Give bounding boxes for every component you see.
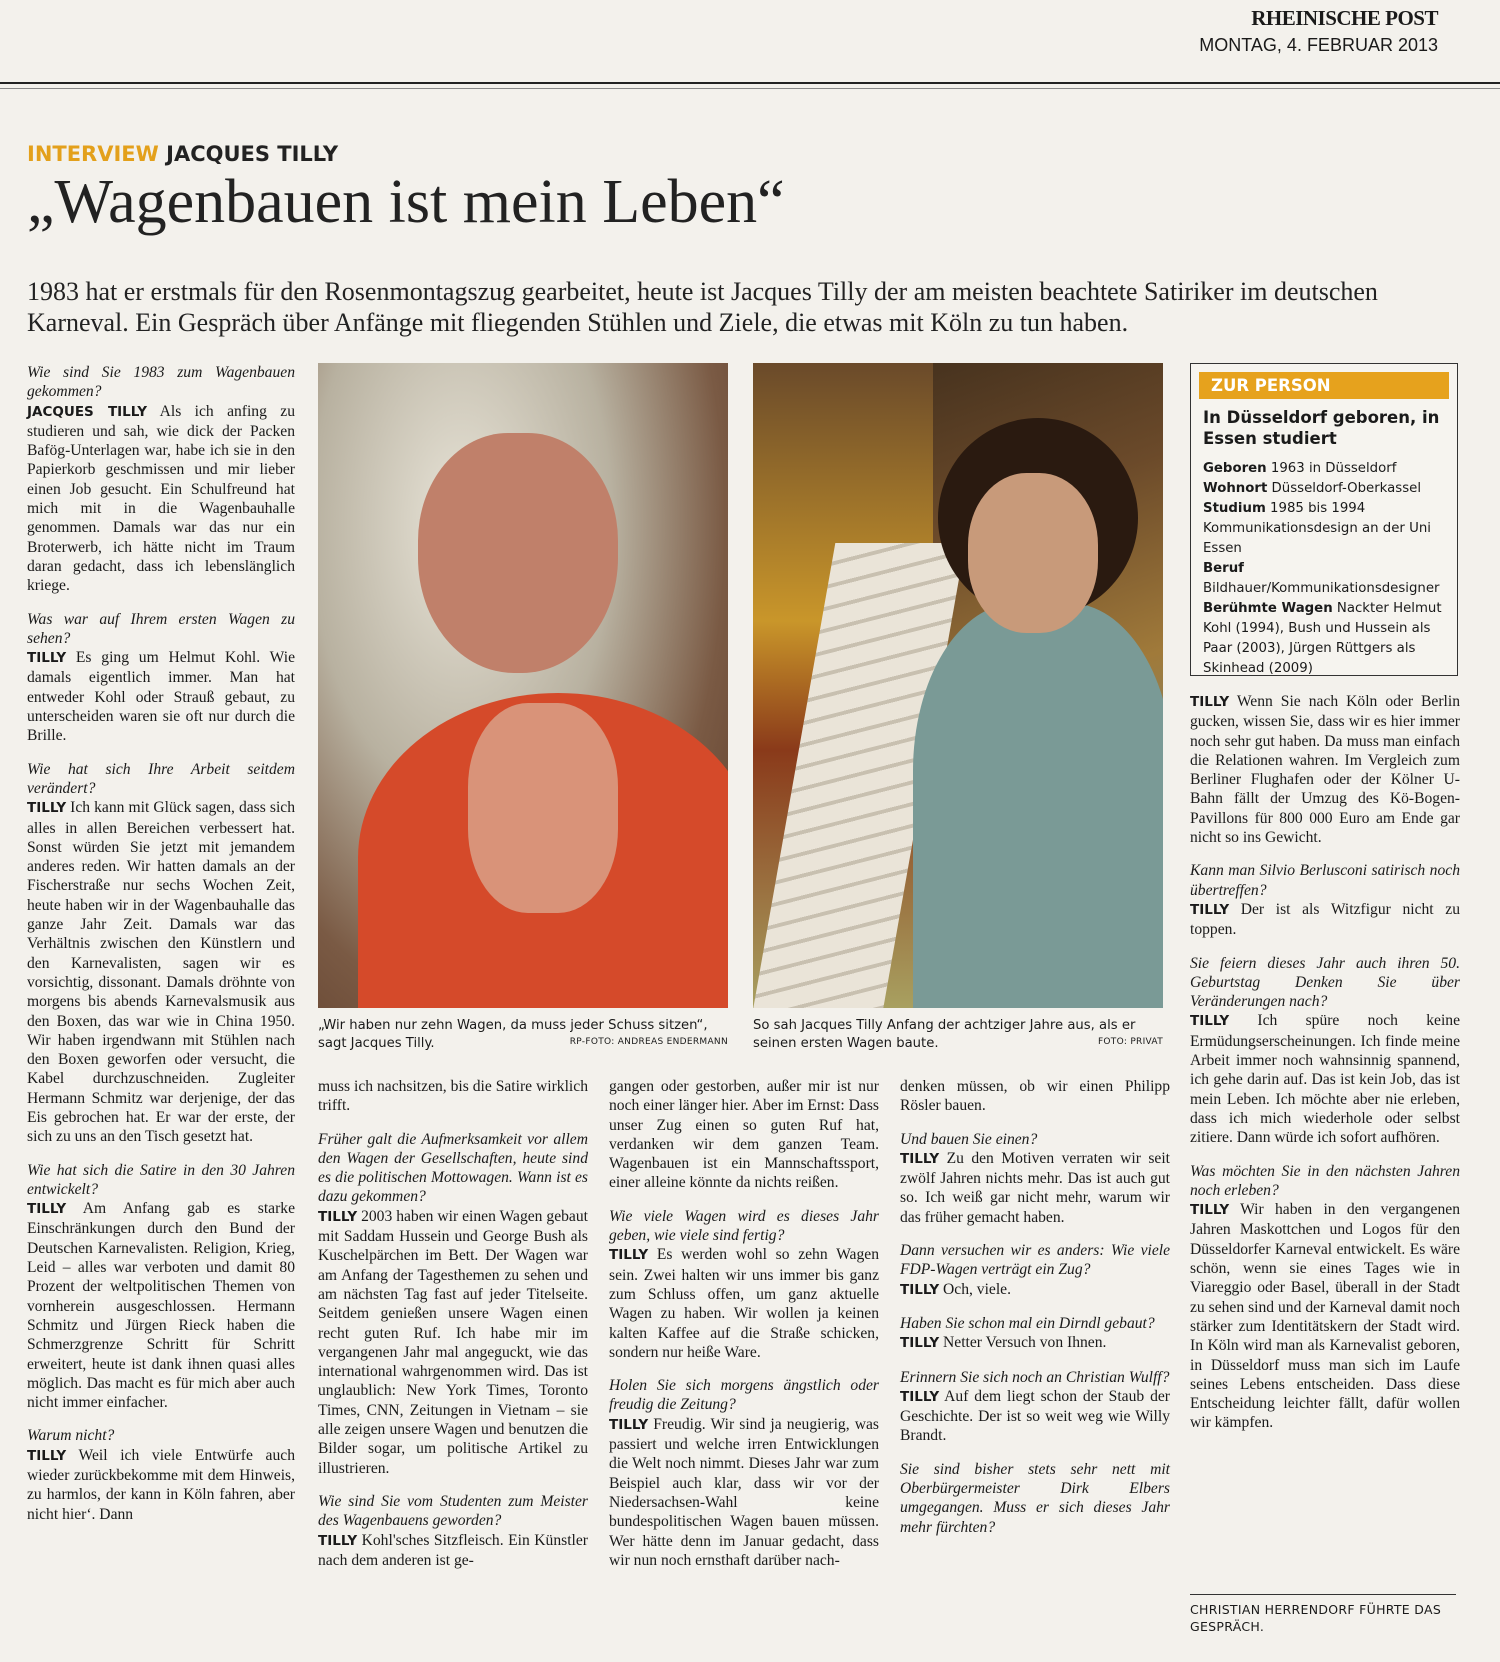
answer-text: Och, viele.: [943, 1280, 1011, 1298]
speaker-label: JACQUES TILLY: [27, 403, 148, 420]
profile-row: [1203, 559, 1445, 599]
answer-text: Weil ich viele Entwürfe auch wieder zurückbekomme mit dem Hinweis, zu harmlos, der kann in Köln fahren, aber nicht hier‘. Dann: [27, 1446, 295, 1523]
interview-question: Erinnern Sie sich noch an Christian Wulff?: [900, 1368, 1170, 1386]
caption-text: So sah Jacques Tilly Anfang der achtziger Jahre aus, als er seinen ersten Wagen baute.: [753, 1018, 1136, 1051]
answer-text: Als ich anfing zu studieren und sah, wie dick der Packen Bafög-Unterlagen war, habe ich sie in den Papierkorb geschmissen und mir lieber einen Job gesucht. Ein Schulfreund hat mich mit in die Wagenbauhalle genommen. Damals war das nur ein Broterwerb, ich hätte nicht im Traum daran gedacht, dass ich lebenslänglich kriege.: [27, 402, 296, 595]
column-3: [609, 1077, 879, 1570]
photo-credit: FOTO: PRIVAT: [1097, 1037, 1163, 1047]
interview-answer: [27, 1199, 295, 1412]
profile-row: [1203, 599, 1445, 679]
interview-question: Warum nicht?: [27, 1427, 115, 1445]
answer-text: gangen oder gestorben, außer mir ist nur noch einer länger hier. Aber im Ernst: Dass unser Zug einen so guten Ruf hat, verdanken wir dem ganzen Team. Wagenbauen ist ein Mannschaftssport, einer alleine könnte da nichts reißen.: [609, 1078, 879, 1192]
speaker-label: TILLY: [900, 1388, 940, 1405]
interview-answer: [609, 1245, 879, 1362]
answer-text: Ich spüre noch keine Ermüdungserscheinungen. Ich finde meine Arbeit immer noch wahnsinnig spannend, ich gehe darin auf. Das ist kein Job, das ist mein Leben. Ich möchte aber nie erleben, dass ich mich wiederhole oder selbst zitiere. Dann würde ich sofort aufhören.: [1190, 1012, 1460, 1147]
photo-caption-1: [318, 1017, 728, 1053]
interview-question: Sie sind bisher stets sehr nett mit Oberbürgermeister Dirk Elbers umgegangen. Muss er sich dieses Jahr mehr fürchten?: [900, 1460, 1170, 1536]
lead-paragraph: 1983 hat er erstmals für den Rosenmontagszug gearbeitet, heute ist Jacques Tilly der am meisten beachtete Satiriker im deutschen Karneval. Ein Gespräch über Anfänge mit fliegenden Stühlen und Ziele, die etwas mit Köln zu tun haben.: [27, 277, 1378, 338]
interview-answer: [318, 1207, 588, 1478]
interview-question: Wie hat sich Ihre Arbeit seitdem verändert?: [27, 760, 295, 797]
interview-answer: [900, 1387, 1170, 1446]
headline: „Wagenbauen ist mein Leben“: [27, 168, 785, 236]
interview-answer: [1190, 900, 1460, 940]
interview-answer: [318, 1077, 588, 1116]
profile-box-headline: In Düsseldorf geboren, in Essen studiert: [1203, 408, 1440, 448]
interview-question: Wie viele Wagen wird es dieses Jahr geben, wie viele sind fertig?: [609, 1207, 879, 1245]
masthead: [1199, 6, 1438, 56]
answer-text: 2003 haben wir einen Wagen gebaut mit Saddam Hussein und George Bush als Kuschelpärchen im Bett. Der Wagen war am Anfang der Tagesthemen zu sehen und am nächsten Tag fast auf jeder Titelseite. Seitdem genießen unsere Wagen einen recht guten Ruf. Ich habe mir im vergangenen Jahr mal angeguckt, wie das international wahrgenommen wird. Das ist unglaublich: New York Times, Toronto Times, CNN, Zeitungen in Vietnam – sie alle zeigen unsere Wagen und benutzen die Bilder sogar, um politische Artikel zu illustrieren.: [318, 1207, 588, 1477]
interview-answer: [1190, 1200, 1460, 1433]
answer-text: Freudig. Wir sind ja neugierig, was passiert und welche irren Entwicklungen die Welt noch nimmt. Dieses Jahr war zum Beispiel auch klar, dass wir vor der Niedersachsen-Wahl keine bundespolitischen Wagen bauen müssen. Wer hätte denn im Januar gedacht, dass wir nun noch ernsthaft darüber nach-: [609, 1415, 879, 1569]
speaker-label: TILLY: [900, 1150, 940, 1167]
interview-answer: [1190, 1011, 1460, 1147]
interview-answer: [27, 648, 295, 745]
answer-text: Am Anfang gab es starke Einschränkungen durch den Bund der Deutschen Karnevalisten. Religion, Krieg, Leid – alles war verboten und damit 80 Prozent der weltpolitischen Themen von vornherein ausgeschlossen. Hermann Schmitz und Jürgen Rieck haben die Schmerzgrenze Schritt für Schritt erweitert, heute ist dank ihnen quasi alles möglich. Das macht es für mich aber auch nicht immer einfacher.: [27, 1200, 295, 1412]
interview-question: Wie sind Sie vom Studenten zum Meister des Wagenbauens geworden?: [318, 1492, 588, 1530]
answer-text: Zu den Motiven verraten wir seit zwölf Jahren nichts mehr. Das ist auch gut so. Ich weiß gar nicht mehr, warum wir das früher gemacht haben.: [900, 1149, 1170, 1226]
answer-text: Wenn Sie nach Köln oder Berlin gucken, wissen Sie, dass wir es hier immer noch sehr gut haben. Da muss man einfach die Relationen wahren. Im Vergleich zum Berliner Flughafen oder der Kölner U-Bahn fällt der Umzug des Kö-Bogen-Pavillons für 800 000 Euro am Ende gar nicht so ins Gewicht.: [1190, 693, 1460, 847]
profile-label: Beruf: [1203, 561, 1244, 576]
interview-question: Und bauen Sie einen?: [900, 1130, 1038, 1148]
masthead-rule-thin: [0, 88, 1500, 89]
speaker-label: TILLY: [609, 1247, 649, 1264]
profile-row: [1203, 499, 1445, 559]
photo-credit: RP-FOTO: ANDREAS ENDERMANN: [569, 1037, 728, 1047]
speaker-label: TILLY: [900, 1335, 940, 1352]
caption-text: „Wir haben nur zehn Wagen, da muss jeder Schuss sitzen“, sagt Jacques Tilly.: [318, 1018, 708, 1051]
speaker-label: TILLY: [27, 1201, 67, 1218]
speaker-label: TILLY: [1190, 901, 1230, 918]
profile-value: Düsseldorf-Oberkassel: [1271, 481, 1422, 496]
profile-label: Wohnort: [1203, 481, 1268, 496]
interview-question: Früher galt die Aufmerksamkeit vor allem den Wagen der Gesellschaften, heute sind es die politischen Mottowagen. Wann ist es dazu gekommen?: [318, 1130, 588, 1206]
column-1: [27, 363, 295, 1524]
interview-question: Wie hat sich die Satire in den 30 Jahren entwickelt?: [27, 1161, 295, 1198]
interview-answer: [318, 1531, 588, 1571]
answer-text: Netter Versuch von Ihnen.: [943, 1334, 1107, 1352]
answer-text: Wir haben in den vergangenen Jahren Maskottchen und Logos für den Düsseldorfer Karneval entwickelt. Es wäre schön, wenn sie eines Tages wie in Viareggio oder Basel, überall in der Stadt zu sehen sind und der Karneval damit noch stärker zum Identitätskern der Stadt wird. In Köln wird man als Karnevalist geboren, in Düsseldorf muss man sich im Laufe seines Lebens entscheiden. Dass diese Entscheidung leichter fällt, dafür wollen wir kämpfen.: [1190, 1201, 1460, 1432]
column-5: [1190, 692, 1460, 1433]
interview-question: Holen Sie sich morgens ängstlich oder freudig die Zeitung?: [609, 1377, 879, 1414]
interview-answer: [900, 1077, 1170, 1116]
interview-question: Wie sind Sie 1983 zum Wagenbauen gekommen?: [27, 364, 295, 401]
issue-date: MONTAG, 4. FEBRUAR 2013: [1199, 35, 1438, 55]
interview-answer: [900, 1280, 1170, 1300]
profile-value: Nackter Helmut Kohl (1994), Bush und Hussein als Paar (2003), Jürgen Rüttgers als Skinhead (2009): [1203, 601, 1442, 676]
profile-row: [1203, 479, 1445, 499]
answer-text: denken müssen, ob wir einen Philipp Rösler bauen.: [900, 1078, 1170, 1115]
interview-answer: [27, 402, 295, 596]
interview-question: Haben Sie schon mal ein Dirndl gebaut?: [900, 1314, 1155, 1332]
interview-answer: [900, 1149, 1170, 1227]
newspaper-name: RHEINISCHE POST: [1251, 6, 1438, 30]
interview-answer: [609, 1415, 879, 1570]
interview-answer: [1190, 692, 1460, 847]
profile-label: Berühmte Wagen: [1203, 601, 1333, 616]
answer-text: Kohl'sches Sitzfleisch. Ein Künstler nach dem anderen ist ge-: [318, 1531, 588, 1569]
interview-question: Kann man Silvio Berlusconi satirisch noch übertreffen?: [1190, 862, 1460, 899]
author-note: CHRISTIAN HERRENDORF FÜHRTE DAS GESPRÄCH.: [1190, 1594, 1456, 1635]
answer-text: Der ist als Witzfigur nicht zu toppen.: [1190, 900, 1460, 939]
interview-answer: [27, 1446, 295, 1524]
speaker-label: TILLY: [1190, 1202, 1230, 1219]
profile-box: [1190, 363, 1458, 676]
interview-question: Dann versuchen wir es anders: Wie viele FDP-Wagen verträgt ein Zug?: [900, 1242, 1170, 1279]
profile-value: 1985 bis 1994 Kommunikationsdesign an der Uni Essen: [1203, 501, 1431, 556]
interview-answer: [609, 1077, 879, 1193]
speaker-label: TILLY: [27, 650, 67, 667]
answer-text: Auf dem liegt schon der Staub der Geschichte. Der ist so weit weg wie Willy Brandt.: [900, 1387, 1170, 1445]
interview-answer: [27, 798, 295, 1146]
column-4: [900, 1077, 1170, 1537]
answer-text: muss ich nachsitzen, bis die Satire wirklich trifft.: [318, 1078, 588, 1115]
masthead-rule: [0, 82, 1500, 84]
photo-young-jacques-tilly: [753, 363, 1163, 1008]
answer-text: Es werden wohl so zehn Wagen sein. Zwei halten wir uns immer bis ganz zum Schluss offen, um ganz aktuelle Wagen zu haben. Wir wollen ja keinen kalten Kaffee auf die Straße schicken, sondern nur heiße Ware.: [609, 1246, 879, 1361]
kicker-label: INTERVIEW: [27, 142, 159, 166]
speaker-label: TILLY: [609, 1416, 649, 1433]
kicker-name: JACQUES TILLY: [166, 142, 339, 166]
profile-value: 1963 in Düsseldorf: [1270, 461, 1397, 476]
speaker-label: TILLY: [900, 1281, 940, 1298]
answer-text: Es ging um Helmut Kohl. Wie damals eigentlich immer. Man hat entweder Kohl oder Strauß gebaut, zu unterscheiden waren sie oft nur durch die Brille.: [27, 649, 295, 745]
answer-text: Ich kann mit Glück sagen, dass sich alles in allen Bereichen verbessert hat. Sonst würden Sie jetzt mit jemandem anderes reden. Wir hatten damals an der Fischerstraße nur sechs Wochen Zeit, heute haben wir in der Wagenbauhalle das ganze Jahr Zeit. Damals war das Verhältnis zwischen den Künstlern und den Karnevalisten, sagen wir es vorsichtig, dissonant. Damals dröhnte von morgens bis abends Karnevalsmusik aus den Boxen, das war wie in China 1950. Wir haben irgendwann mit Stühlen nach den Boxen geworfen oder versucht, die Kabel durchzuschneiden. Zugleiter Hermann Schmitz war derjenige, der das Eis gebrochen hat. Er war der erste, der sich zu uns an den Tisch gesetzt hat.: [27, 799, 295, 1146]
speaker-label: TILLY: [318, 1532, 358, 1549]
speaker-label: TILLY: [1190, 694, 1230, 710]
speaker-label: TILLY: [1190, 1013, 1230, 1030]
kicker: [27, 142, 338, 166]
interview-question: Was war auf Ihrem ersten Wagen zu sehen?: [27, 610, 295, 647]
profile-box-title: ZUR PERSON: [1199, 372, 1449, 399]
profile-label: Geboren: [1203, 461, 1267, 476]
profile-label: Studium: [1203, 501, 1266, 516]
profile-value: Bildhauer/Kommunikationsdesigner: [1203, 581, 1440, 596]
photo-caption-2: [753, 1017, 1163, 1053]
interview-question: Sie feiern dieses Jahr auch ihren 50. Geburtstag Denken Sie über Veränderungen nach?: [1190, 954, 1460, 1011]
photo-jacques-tilly-pointing: [318, 363, 728, 1008]
interview-answer: [900, 1333, 1170, 1353]
profile-row: [1203, 459, 1445, 479]
interview-question: Was möchten Sie in den nächsten Jahren noch erleben?: [1190, 1162, 1460, 1199]
speaker-label: TILLY: [318, 1208, 358, 1225]
column-2: [318, 1077, 588, 1570]
speaker-label: TILLY: [27, 1447, 67, 1464]
speaker-label: TILLY: [27, 800, 67, 817]
